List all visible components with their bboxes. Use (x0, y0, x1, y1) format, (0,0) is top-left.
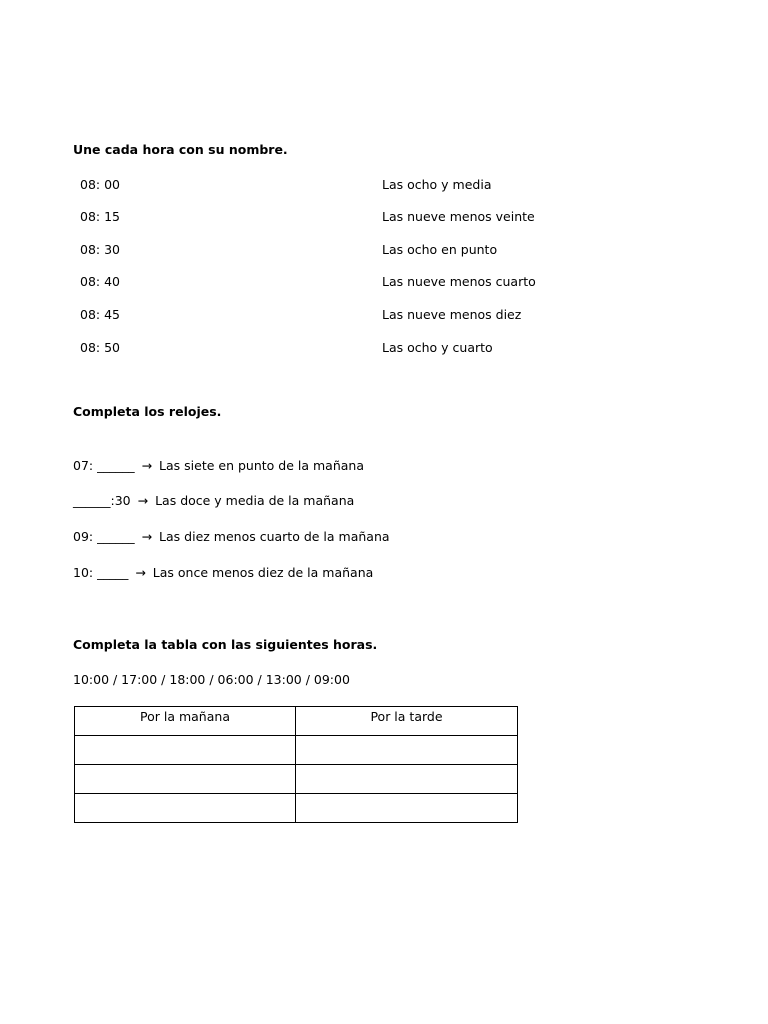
clock-text: Las diez menos cuarto de la mañana (159, 529, 390, 544)
hours-list: 10:00 / 17:00 / 18:00 / 06:00 / 13:00 / 09:00 (73, 672, 350, 687)
match-name: Las ocho y cuarto (382, 340, 493, 355)
match-time: 08: 50 (80, 340, 120, 355)
match-time: 08: 45 (80, 307, 120, 322)
arrow-right-icon: → (135, 565, 146, 580)
clock-item (73, 529, 390, 544)
clock-item (73, 565, 373, 580)
clock-text: Las doce y media de la mañana (155, 493, 355, 508)
match-row (0, 242, 768, 262)
match-row (0, 274, 768, 294)
clock-blank: 09: ______ (73, 529, 135, 544)
match-time: 08: 00 (80, 177, 120, 192)
clock-blank: ______:30 (73, 493, 131, 508)
table-cell[interactable] (75, 736, 296, 765)
clock-blank: 10: _____ (73, 565, 129, 580)
column-header-morning: Por la mañana (75, 707, 296, 736)
arrow-right-icon: → (137, 493, 149, 508)
column-header-afternoon: Por la tarde (296, 707, 518, 736)
match-name: Las ocho en punto (382, 242, 498, 257)
match-name: Las nueve menos veinte (382, 209, 535, 224)
match-row (0, 307, 768, 327)
table-cell[interactable] (296, 765, 518, 794)
clock-text: Las once menos diez de la mañana (152, 565, 374, 580)
table-row (75, 765, 518, 794)
table-cell[interactable] (75, 794, 296, 823)
arrow-right-icon: → (141, 529, 153, 544)
match-name: Las ocho y media (382, 177, 492, 192)
clock-text: Las siete en punto de la mañana (159, 458, 364, 473)
table-row (75, 736, 518, 765)
match-row (0, 340, 768, 360)
match-time: 08: 40 (80, 274, 120, 289)
table-cell[interactable] (296, 794, 518, 823)
match-time: 08: 15 (80, 209, 120, 224)
clock-item (73, 458, 364, 473)
match-row (0, 209, 768, 229)
table-cell[interactable] (296, 736, 518, 765)
clock-blank: 07: ______ (73, 458, 135, 473)
match-time: 08: 30 (80, 242, 120, 257)
match-heading: Une cada hora con su nombre. (73, 142, 288, 157)
table-header-row (75, 707, 518, 736)
clocks-heading: Completa los relojes. (73, 404, 222, 419)
table-heading: Completa la tabla con las siguientes horas. (73, 637, 378, 652)
time-table (74, 706, 518, 823)
arrow-right-icon: → (141, 458, 153, 473)
table-row (75, 794, 518, 823)
match-row (0, 177, 768, 197)
match-name: Las nueve menos diez (382, 307, 522, 322)
clock-item (73, 493, 354, 508)
match-name: Las nueve menos cuarto (382, 274, 536, 289)
table-cell[interactable] (75, 765, 296, 794)
